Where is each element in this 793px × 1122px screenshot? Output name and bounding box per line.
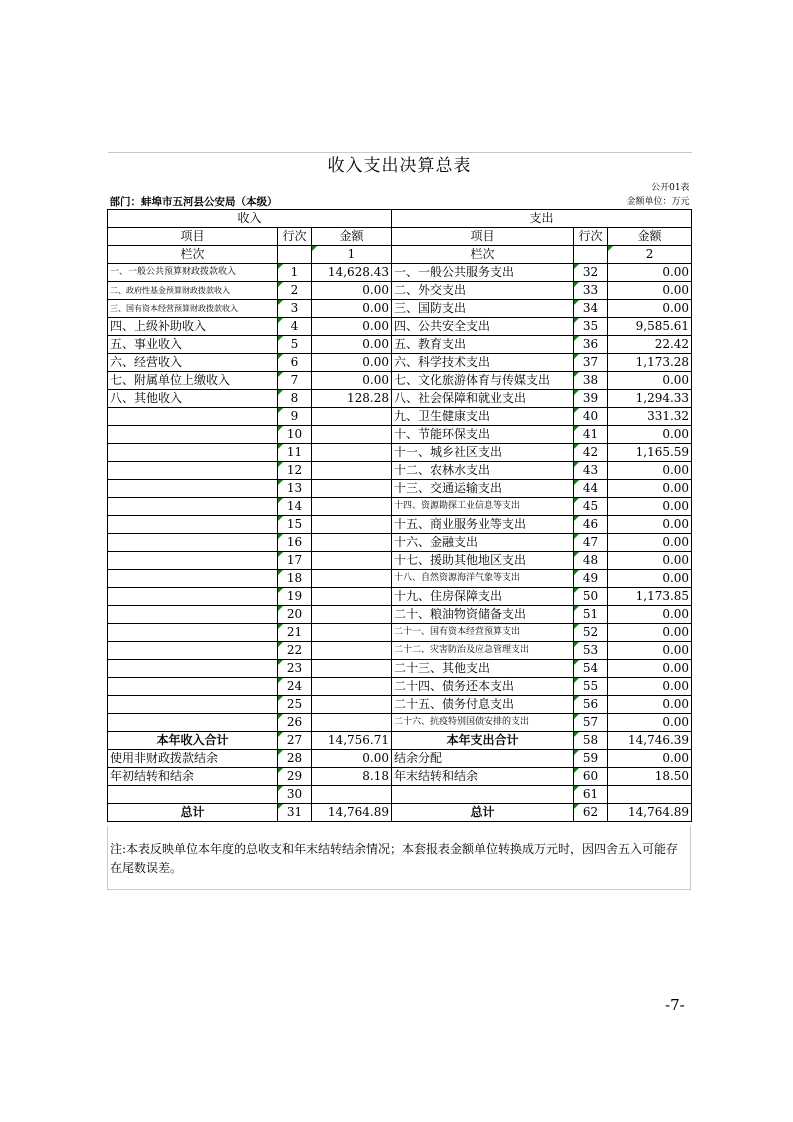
report-sheet <box>107 152 691 822</box>
income-line-header: 行次 <box>278 227 312 245</box>
income-line: 22 <box>278 641 312 659</box>
income-line: 4 <box>278 317 312 335</box>
income-amount <box>312 713 392 731</box>
income-line: 28 <box>278 749 312 767</box>
expense-item: 十八、自然资源海洋气象等支出 <box>392 569 574 587</box>
income-amount <box>312 443 392 461</box>
expense-line: 52 <box>574 623 608 641</box>
table-row <box>108 317 692 335</box>
expense-item: 二十二、灾害防治及应急管理支出 <box>392 641 574 659</box>
footnote: 注:本表反映单位本年度的总收支和年末结转结余情况；本套报表金额单位转换成万元时，因四舍五入可能存在尾数误差。 <box>107 826 691 890</box>
expense-amount: 331.32 <box>608 407 692 425</box>
income-item <box>108 497 278 515</box>
income-amount <box>312 461 392 479</box>
expense-item <box>392 785 574 803</box>
income-header: 收入 <box>108 209 392 227</box>
expense-item: 十四、资源勘探工业信息等支出 <box>392 497 574 515</box>
expense-item: 年末结转和结余 <box>392 767 574 785</box>
income-item <box>108 443 278 461</box>
income-amount <box>312 677 392 695</box>
income-item: 六、经营收入 <box>108 353 278 371</box>
income-item <box>108 569 278 587</box>
expense-item: 五、教育支出 <box>392 335 574 353</box>
table-row <box>108 281 692 299</box>
income-line: 18 <box>278 569 312 587</box>
income-amount: 0.00 <box>312 335 392 353</box>
table-row <box>108 677 692 695</box>
table-row <box>108 443 692 461</box>
expense-line: 41 <box>574 425 608 443</box>
income-item <box>108 551 278 569</box>
expense-column-label: 栏次 <box>392 245 574 263</box>
expense-line: 60 <box>574 767 608 785</box>
expense-item: 十一、城乡社区支出 <box>392 443 574 461</box>
expense-amount <box>608 785 692 803</box>
expense-amount: 0.00 <box>608 533 692 551</box>
income-amount <box>312 641 392 659</box>
expense-amount: 0.00 <box>608 677 692 695</box>
income-item <box>108 605 278 623</box>
expense-line: 54 <box>574 659 608 677</box>
income-line: 5 <box>278 335 312 353</box>
expense-item: 十七、援助其他地区支出 <box>392 551 574 569</box>
income-line: 16 <box>278 533 312 551</box>
expense-line: 57 <box>574 713 608 731</box>
income-amount: 14,764.89 <box>312 803 392 821</box>
income-amount <box>312 785 392 803</box>
income-amount: 14,628.43 <box>312 263 392 281</box>
expense-line: 58 <box>574 731 608 749</box>
page-title: 收入支出决算总表 <box>108 153 692 181</box>
expense-amount: 0.00 <box>608 425 692 443</box>
expense-item: 二十一、国有资本经营预算支出 <box>392 623 574 641</box>
income-line: 20 <box>278 605 312 623</box>
expense-item: 十六、金融支出 <box>392 533 574 551</box>
income-amount <box>312 479 392 497</box>
income-item <box>108 587 278 605</box>
expense-line: 42 <box>574 443 608 461</box>
expense-line: 62 <box>574 803 608 821</box>
table-row <box>108 479 692 497</box>
expense-amount: 1,165.59 <box>608 443 692 461</box>
expense-amount: 14,746.39 <box>608 731 692 749</box>
income-item: 三、国有资本经营预算财政拨款收入 <box>108 299 278 317</box>
expense-item-header: 项目 <box>392 227 574 245</box>
income-column-blank <box>278 245 312 263</box>
expense-line: 59 <box>574 749 608 767</box>
expense-line: 49 <box>574 569 608 587</box>
expense-item: 二十、粮油物资储备支出 <box>392 605 574 623</box>
income-amount <box>312 605 392 623</box>
income-amount: 8.18 <box>312 767 392 785</box>
form-code: 公开01表 <box>651 182 690 193</box>
income-item <box>108 407 278 425</box>
expense-item: 结余分配 <box>392 749 574 767</box>
income-amount: 14,756.71 <box>312 731 392 749</box>
income-line: 15 <box>278 515 312 533</box>
table-row <box>108 263 692 281</box>
expense-item: 总计 <box>392 803 574 821</box>
income-amount: 0.00 <box>312 299 392 317</box>
income-line: 19 <box>278 587 312 605</box>
expense-item: 三、国防支出 <box>392 299 574 317</box>
income-item <box>108 677 278 695</box>
income-amount: 0.00 <box>312 749 392 767</box>
expense-item: 二十六、抗疫特别国债安排的支出 <box>392 713 574 731</box>
income-amount-header: 金额 <box>312 227 392 245</box>
table-row <box>108 299 692 317</box>
expense-amount: 0.00 <box>608 641 692 659</box>
table-row <box>108 767 692 785</box>
income-amount: 0.00 <box>312 353 392 371</box>
expense-column-number: 2 <box>608 245 692 263</box>
income-amount <box>312 425 392 443</box>
expense-amount: 0.00 <box>608 659 692 677</box>
income-item: 七、附属单位上缴收入 <box>108 371 278 389</box>
expense-line: 44 <box>574 479 608 497</box>
expense-amount: 0.00 <box>608 497 692 515</box>
expense-item: 二十四、债务还本支出 <box>392 677 574 695</box>
income-item: 二、政府性基金预算财政拨款收入 <box>108 281 278 299</box>
expense-item: 十、节能环保支出 <box>392 425 574 443</box>
table-row <box>108 731 692 749</box>
income-line: 9 <box>278 407 312 425</box>
income-line: 24 <box>278 677 312 695</box>
income-item <box>108 623 278 641</box>
income-item: 四、上级补助收入 <box>108 317 278 335</box>
table-row <box>108 353 692 371</box>
expense-amount-header: 金额 <box>608 227 692 245</box>
expense-line: 38 <box>574 371 608 389</box>
income-line: 6 <box>278 353 312 371</box>
income-column-number: 1 <box>312 245 392 263</box>
expense-line: 61 <box>574 785 608 803</box>
expense-header: 支出 <box>392 209 692 227</box>
expense-item: 一、一般公共服务支出 <box>392 263 574 281</box>
income-amount <box>312 533 392 551</box>
expense-line: 32 <box>574 263 608 281</box>
income-amount <box>312 623 392 641</box>
income-item <box>108 515 278 533</box>
department-label: 部门：蚌埠市五河县公安局（本级） <box>109 195 278 208</box>
income-amount: 0.00 <box>312 371 392 389</box>
income-amount <box>312 515 392 533</box>
income-line: 29 <box>278 767 312 785</box>
table-row <box>108 569 692 587</box>
expense-amount: 0.00 <box>608 605 692 623</box>
income-item <box>108 659 278 677</box>
income-item: 总计 <box>108 803 278 821</box>
income-line: 2 <box>278 281 312 299</box>
income-item: 年初结转和结余 <box>108 767 278 785</box>
table-row <box>108 515 692 533</box>
income-item <box>108 713 278 731</box>
table-row <box>108 533 692 551</box>
table-row <box>108 389 692 407</box>
income-amount <box>312 497 392 515</box>
income-line: 21 <box>278 623 312 641</box>
expense-column-blank <box>574 245 608 263</box>
expense-item: 十三、交通运输支出 <box>392 479 574 497</box>
expense-item: 八、社会保障和就业支出 <box>392 389 574 407</box>
income-line: 12 <box>278 461 312 479</box>
table-row <box>108 695 692 713</box>
income-amount <box>312 569 392 587</box>
income-item: 本年收入合计 <box>108 731 278 749</box>
table-row <box>108 623 692 641</box>
expense-amount: 0.00 <box>608 263 692 281</box>
expense-amount: 22.42 <box>608 335 692 353</box>
expense-item: 十五、商业服务业等支出 <box>392 515 574 533</box>
expense-item: 二十三、其他支出 <box>392 659 574 677</box>
income-line: 13 <box>278 479 312 497</box>
table-row <box>108 749 692 767</box>
income-item-header: 项目 <box>108 227 278 245</box>
income-line: 25 <box>278 695 312 713</box>
table-row <box>108 803 692 821</box>
expense-amount: 18.50 <box>608 767 692 785</box>
income-amount: 0.00 <box>312 317 392 335</box>
income-item: 一、一般公共预算财政拨款收入 <box>108 263 278 281</box>
income-line: 17 <box>278 551 312 569</box>
income-amount <box>312 587 392 605</box>
expense-amount: 1,294.33 <box>608 389 692 407</box>
income-item <box>108 641 278 659</box>
expense-line: 33 <box>574 281 608 299</box>
expense-item: 二十五、债务付息支出 <box>392 695 574 713</box>
income-item <box>108 695 278 713</box>
expense-line: 43 <box>574 461 608 479</box>
expense-item: 六、科学技术支出 <box>392 353 574 371</box>
expense-line: 45 <box>574 497 608 515</box>
income-line: 3 <box>278 299 312 317</box>
income-amount: 0.00 <box>312 281 392 299</box>
income-item <box>108 479 278 497</box>
income-line: 31 <box>278 803 312 821</box>
table-row <box>108 461 692 479</box>
expense-item: 十二、农林水支出 <box>392 461 574 479</box>
expense-line: 50 <box>574 587 608 605</box>
page-number: -7- <box>665 996 685 1014</box>
expense-line: 53 <box>574 641 608 659</box>
expense-amount: 1,173.28 <box>608 353 692 371</box>
expense-line: 35 <box>574 317 608 335</box>
expense-amount: 0.00 <box>608 713 692 731</box>
income-amount <box>312 695 392 713</box>
income-line: 30 <box>278 785 312 803</box>
expense-line: 37 <box>574 353 608 371</box>
expense-line: 56 <box>574 695 608 713</box>
income-line: 23 <box>278 659 312 677</box>
income-item <box>108 533 278 551</box>
income-item <box>108 425 278 443</box>
table-row <box>108 641 692 659</box>
income-amount <box>312 407 392 425</box>
expense-amount: 0.00 <box>608 623 692 641</box>
expense-amount: 14,764.89 <box>608 803 692 821</box>
table-row <box>108 407 692 425</box>
expense-line-header: 行次 <box>574 227 608 245</box>
income-column-label: 栏次 <box>108 245 278 263</box>
table-row <box>108 497 692 515</box>
expense-line: 48 <box>574 551 608 569</box>
table-row <box>108 335 692 353</box>
table-row <box>108 371 692 389</box>
expense-amount: 1,173.85 <box>608 587 692 605</box>
income-item: 五、事业收入 <box>108 335 278 353</box>
income-line: 14 <box>278 497 312 515</box>
table-row <box>108 425 692 443</box>
table-row <box>108 605 692 623</box>
income-amount <box>312 551 392 569</box>
expense-item: 十九、住房保障支出 <box>392 587 574 605</box>
expense-item: 四、公共安全支出 <box>392 317 574 335</box>
table-row <box>108 785 692 803</box>
income-line: 26 <box>278 713 312 731</box>
expense-line: 46 <box>574 515 608 533</box>
expense-item: 七、文化旅游体育与传媒支出 <box>392 371 574 389</box>
expense-amount: 0.00 <box>608 551 692 569</box>
expense-amount: 0.00 <box>608 371 692 389</box>
income-item <box>108 785 278 803</box>
table-row <box>108 713 692 731</box>
table-row <box>108 551 692 569</box>
expense-item: 九、卫生健康支出 <box>392 407 574 425</box>
expense-line: 40 <box>574 407 608 425</box>
expense-amount: 0.00 <box>608 695 692 713</box>
expense-line: 39 <box>574 389 608 407</box>
table-row <box>108 659 692 677</box>
income-amount: 128.28 <box>312 389 392 407</box>
expense-line: 47 <box>574 533 608 551</box>
expense-amount: 0.00 <box>608 569 692 587</box>
expense-item: 本年支出合计 <box>392 731 574 749</box>
expense-amount: 0.00 <box>608 299 692 317</box>
expense-amount: 9,585.61 <box>608 317 692 335</box>
expense-line: 55 <box>574 677 608 695</box>
income-line: 27 <box>278 731 312 749</box>
budget-table <box>107 152 692 822</box>
expense-amount: 0.00 <box>608 479 692 497</box>
expense-item: 二、外交支出 <box>392 281 574 299</box>
income-item: 使用非财政拨款结余 <box>108 749 278 767</box>
expense-amount: 0.00 <box>608 515 692 533</box>
expense-line: 51 <box>574 605 608 623</box>
income-line: 11 <box>278 443 312 461</box>
income-line: 1 <box>278 263 312 281</box>
income-line: 10 <box>278 425 312 443</box>
income-item <box>108 461 278 479</box>
income-item: 八、其他收入 <box>108 389 278 407</box>
expense-line: 34 <box>574 299 608 317</box>
income-line: 8 <box>278 389 312 407</box>
income-line: 7 <box>278 371 312 389</box>
unit-label: 金额单位：万元 <box>626 196 690 207</box>
expense-amount: 0.00 <box>608 281 692 299</box>
expense-amount: 0.00 <box>608 461 692 479</box>
income-amount <box>312 659 392 677</box>
expense-amount: 0.00 <box>608 749 692 767</box>
table-row <box>108 587 692 605</box>
expense-line: 36 <box>574 335 608 353</box>
